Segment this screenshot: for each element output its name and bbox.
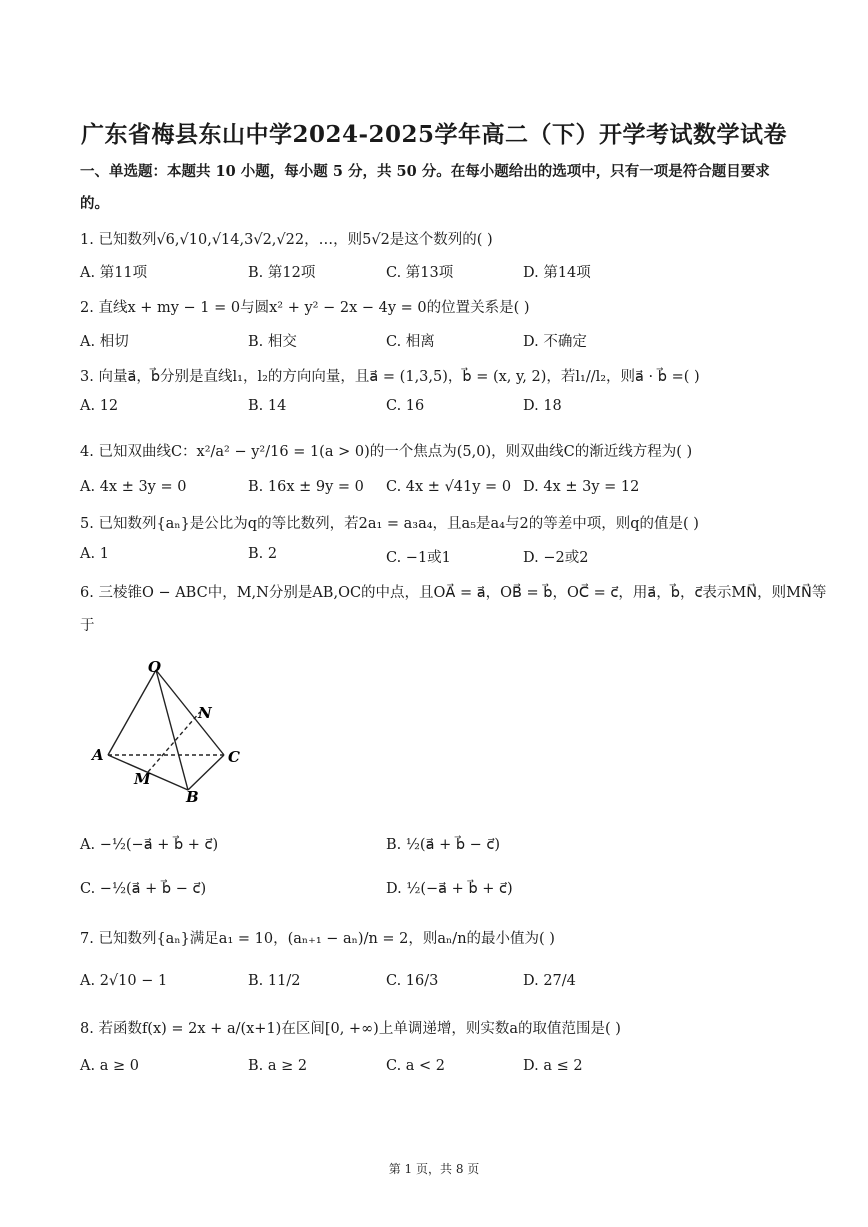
option-c[interactable]: C. 16/3 (386, 973, 439, 989)
option-c[interactable]: C. a < 2 (386, 1058, 446, 1074)
option-a[interactable]: A. 4x ± 3y = 0 (80, 479, 187, 495)
section-heading: 一、单选题：本题共 10 小题，每小题 5 分，共 50 分。在每小题给出的选项中，只有一项是符合题目要求的。 (80, 163, 770, 212)
option-d[interactable]: D. 4x ± 3y = 12 (523, 479, 640, 495)
option-b[interactable]: B. 14 (248, 398, 287, 414)
option-b[interactable]: B. 2 (248, 546, 278, 562)
option-c[interactable]: C. −1或1 (386, 550, 451, 566)
option-c[interactable]: C. 相离 (386, 334, 435, 350)
edge-oc (156, 670, 224, 755)
question-1-stem: 1. 已知数列√6,√10,√14,3√2,√22，…，则5√2是这个数列的( ) (80, 232, 493, 248)
option-d[interactable]: D. 27/4 (523, 973, 576, 989)
label-c: C (228, 748, 240, 766)
option-c[interactable]: C. −½(a⃗ + b⃗ − c⃗) (80, 881, 207, 897)
option-d[interactable]: D. ½(−a⃗ + b⃗ + c⃗) (386, 881, 513, 897)
option-a[interactable]: A. 2√10 − 1 (80, 973, 168, 989)
page-footer: 第 1 页，共 8 页 (388, 1162, 480, 1176)
question-2-stem: 2. 直线x + my − 1 = 0与圆x² + y² − 2x − 4y = 0的位置关系是( ) (80, 300, 530, 316)
tetrahedron-figure (88, 652, 258, 807)
question-7-stem: 7. 已知数列{aₙ}满足a₁ = 10，(aₙ₊₁ − aₙ)/n = 2，则aₙ/n的最小值为( ) (80, 931, 555, 947)
option-d[interactable]: D. a ≤ 2 (523, 1058, 583, 1074)
question-5-stem: 5. 已知数列{aₙ}是公比为q的等比数列，若2a₁ = a₃a₄，且a₅是a₄与2的等差中项，则q的值是( ) (80, 516, 699, 532)
option-c[interactable]: C. 第13项 (386, 265, 454, 281)
option-d[interactable]: D. 第14项 (523, 265, 591, 281)
question-6-stem: 6. 三棱锥O − ABC中，M,N分别是AB,OC的中点，且OA⃗ = a⃗，OB⃗ = b⃗，OC⃗ = c⃗，用a⃗，b⃗，c⃗表示MN⃗，则MN⃗等 (80, 585, 827, 601)
label-n: N (198, 704, 212, 722)
label-m: M (134, 770, 151, 788)
option-a[interactable]: A. 1 (80, 546, 109, 562)
label-a: A (92, 746, 104, 764)
option-b[interactable]: B. 11/2 (248, 973, 301, 989)
page-title: 广东省梅县东山中学2024-2025学年高二（下）开学考试数学试卷 (80, 121, 788, 148)
option-c[interactable]: C. 16 (386, 398, 425, 414)
segment-mn (148, 712, 200, 772)
question-8-stem: 8. 若函数f(x) = 2x + a/(x+1)在区间[0, +∞)上单调递增，则实数a的取值范围是( ) (80, 1021, 621, 1037)
option-a[interactable]: A. 相切 (80, 334, 129, 350)
edge-ob (156, 670, 188, 790)
option-a[interactable]: A. a ≥ 0 (80, 1058, 139, 1074)
option-d[interactable]: D. 18 (523, 398, 562, 414)
question-6-stem-continued: 于 (80, 618, 95, 634)
option-d[interactable]: D. 不确定 (523, 334, 587, 350)
option-c[interactable]: C. 4x ± √41y = 0 (386, 479, 512, 495)
option-a[interactable]: A. −½(−a⃗ + b⃗ + c⃗) (80, 837, 219, 853)
option-a[interactable]: A. 第11项 (80, 265, 148, 281)
option-b[interactable]: B. ½(a⃗ + b⃗ − c⃗) (386, 837, 501, 853)
option-b[interactable]: B. a ≥ 2 (248, 1058, 308, 1074)
question-4-stem: 4. 已知双曲线C：x²/a² − y²/16 = 1(a > 0)的一个焦点为(5,0)，则双曲线C的渐近线方程为( ) (80, 444, 693, 460)
label-o: O (148, 658, 162, 676)
option-d[interactable]: D. −2或2 (523, 550, 589, 566)
option-b[interactable]: B. 第12项 (248, 265, 316, 281)
question-3-stem: 3. 向量a⃗，b⃗分别是直线l₁，l₂的方向向量，且a⃗ = (1,3,5)，b⃗ = (x, y, 2)，若l₁//l₂，则a⃗ · b⃗ =( ) (80, 369, 700, 385)
label-b: B (186, 788, 199, 806)
edge-oa (108, 670, 156, 755)
option-a[interactable]: A. 12 (80, 398, 119, 414)
option-b[interactable]: B. 相交 (248, 334, 297, 350)
option-b[interactable]: B. 16x ± 9y = 0 (248, 479, 364, 495)
edge-bc (188, 755, 224, 790)
